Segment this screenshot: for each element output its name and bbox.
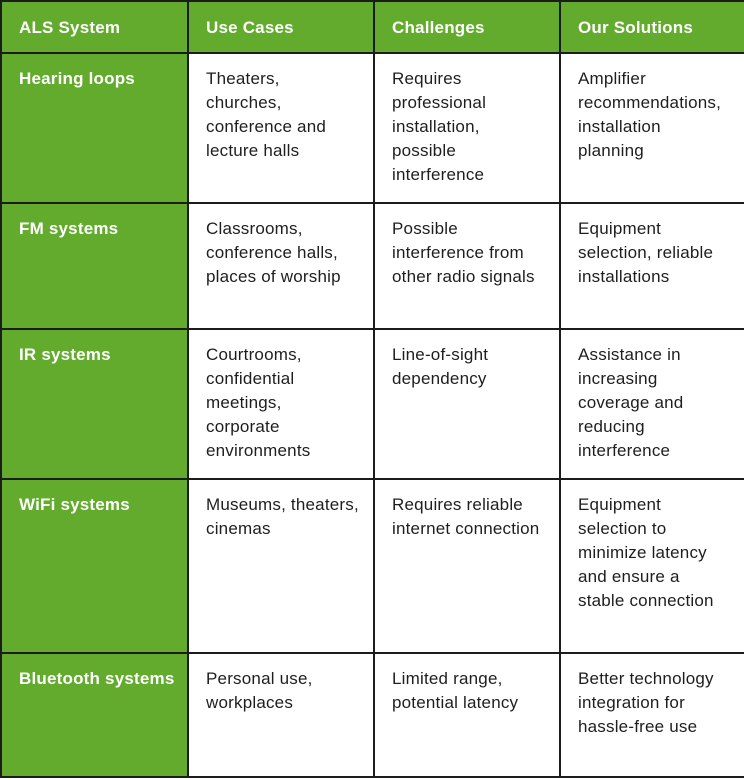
challenges-cell: Line-of-sight dependency: [374, 329, 560, 479]
use-cases-cell: Theaters, churches, conference and lecture halls: [188, 53, 374, 203]
challenges-cell: Requires reliable internet connection: [374, 479, 560, 653]
table-row: [1, 329, 744, 479]
row-system-name: WiFi systems: [1, 479, 188, 653]
solutions-cell: Equipment selection to minimize latency and ensure a stable connection: [560, 479, 744, 653]
use-cases-cell: Personal use, workplaces: [188, 653, 374, 777]
header-row: [1, 1, 744, 53]
challenges-cell: Limited range, potential latency: [374, 653, 560, 777]
header-our-solutions: Our Solutions: [560, 1, 744, 53]
use-cases-cell: Museums, theaters, cinemas: [188, 479, 374, 653]
solutions-cell: Better technology integration for hassle-free use: [560, 653, 744, 777]
row-system-name: Bluetooth systems: [1, 653, 188, 777]
table-row: [1, 53, 744, 203]
use-cases-cell: Courtrooms, confidential meetings, corporate environments: [188, 329, 374, 479]
header-als-system: ALS System: [1, 1, 188, 53]
table-header: [1, 1, 744, 53]
row-system-name: FM systems: [1, 203, 188, 329]
row-system-name: IR systems: [1, 329, 188, 479]
table-row: [1, 203, 744, 329]
solutions-cell: Assistance in increasing coverage and reducing interference: [560, 329, 744, 479]
header-challenges: Challenges: [374, 1, 560, 53]
table-row: [1, 653, 744, 777]
table-body: [1, 53, 744, 777]
row-system-name: Hearing loops: [1, 53, 188, 203]
challenges-cell: Possible interference from other radio signals: [374, 203, 560, 329]
challenges-cell: Requires professional installation, possible interference: [374, 53, 560, 203]
header-use-cases: Use Cases: [188, 1, 374, 53]
use-cases-cell: Classrooms, conference halls, places of worship: [188, 203, 374, 329]
table-row: [1, 479, 744, 653]
solutions-cell: Equipment selection, reliable installations: [560, 203, 744, 329]
solutions-cell: Amplifier recommendations, installation planning: [560, 53, 744, 203]
